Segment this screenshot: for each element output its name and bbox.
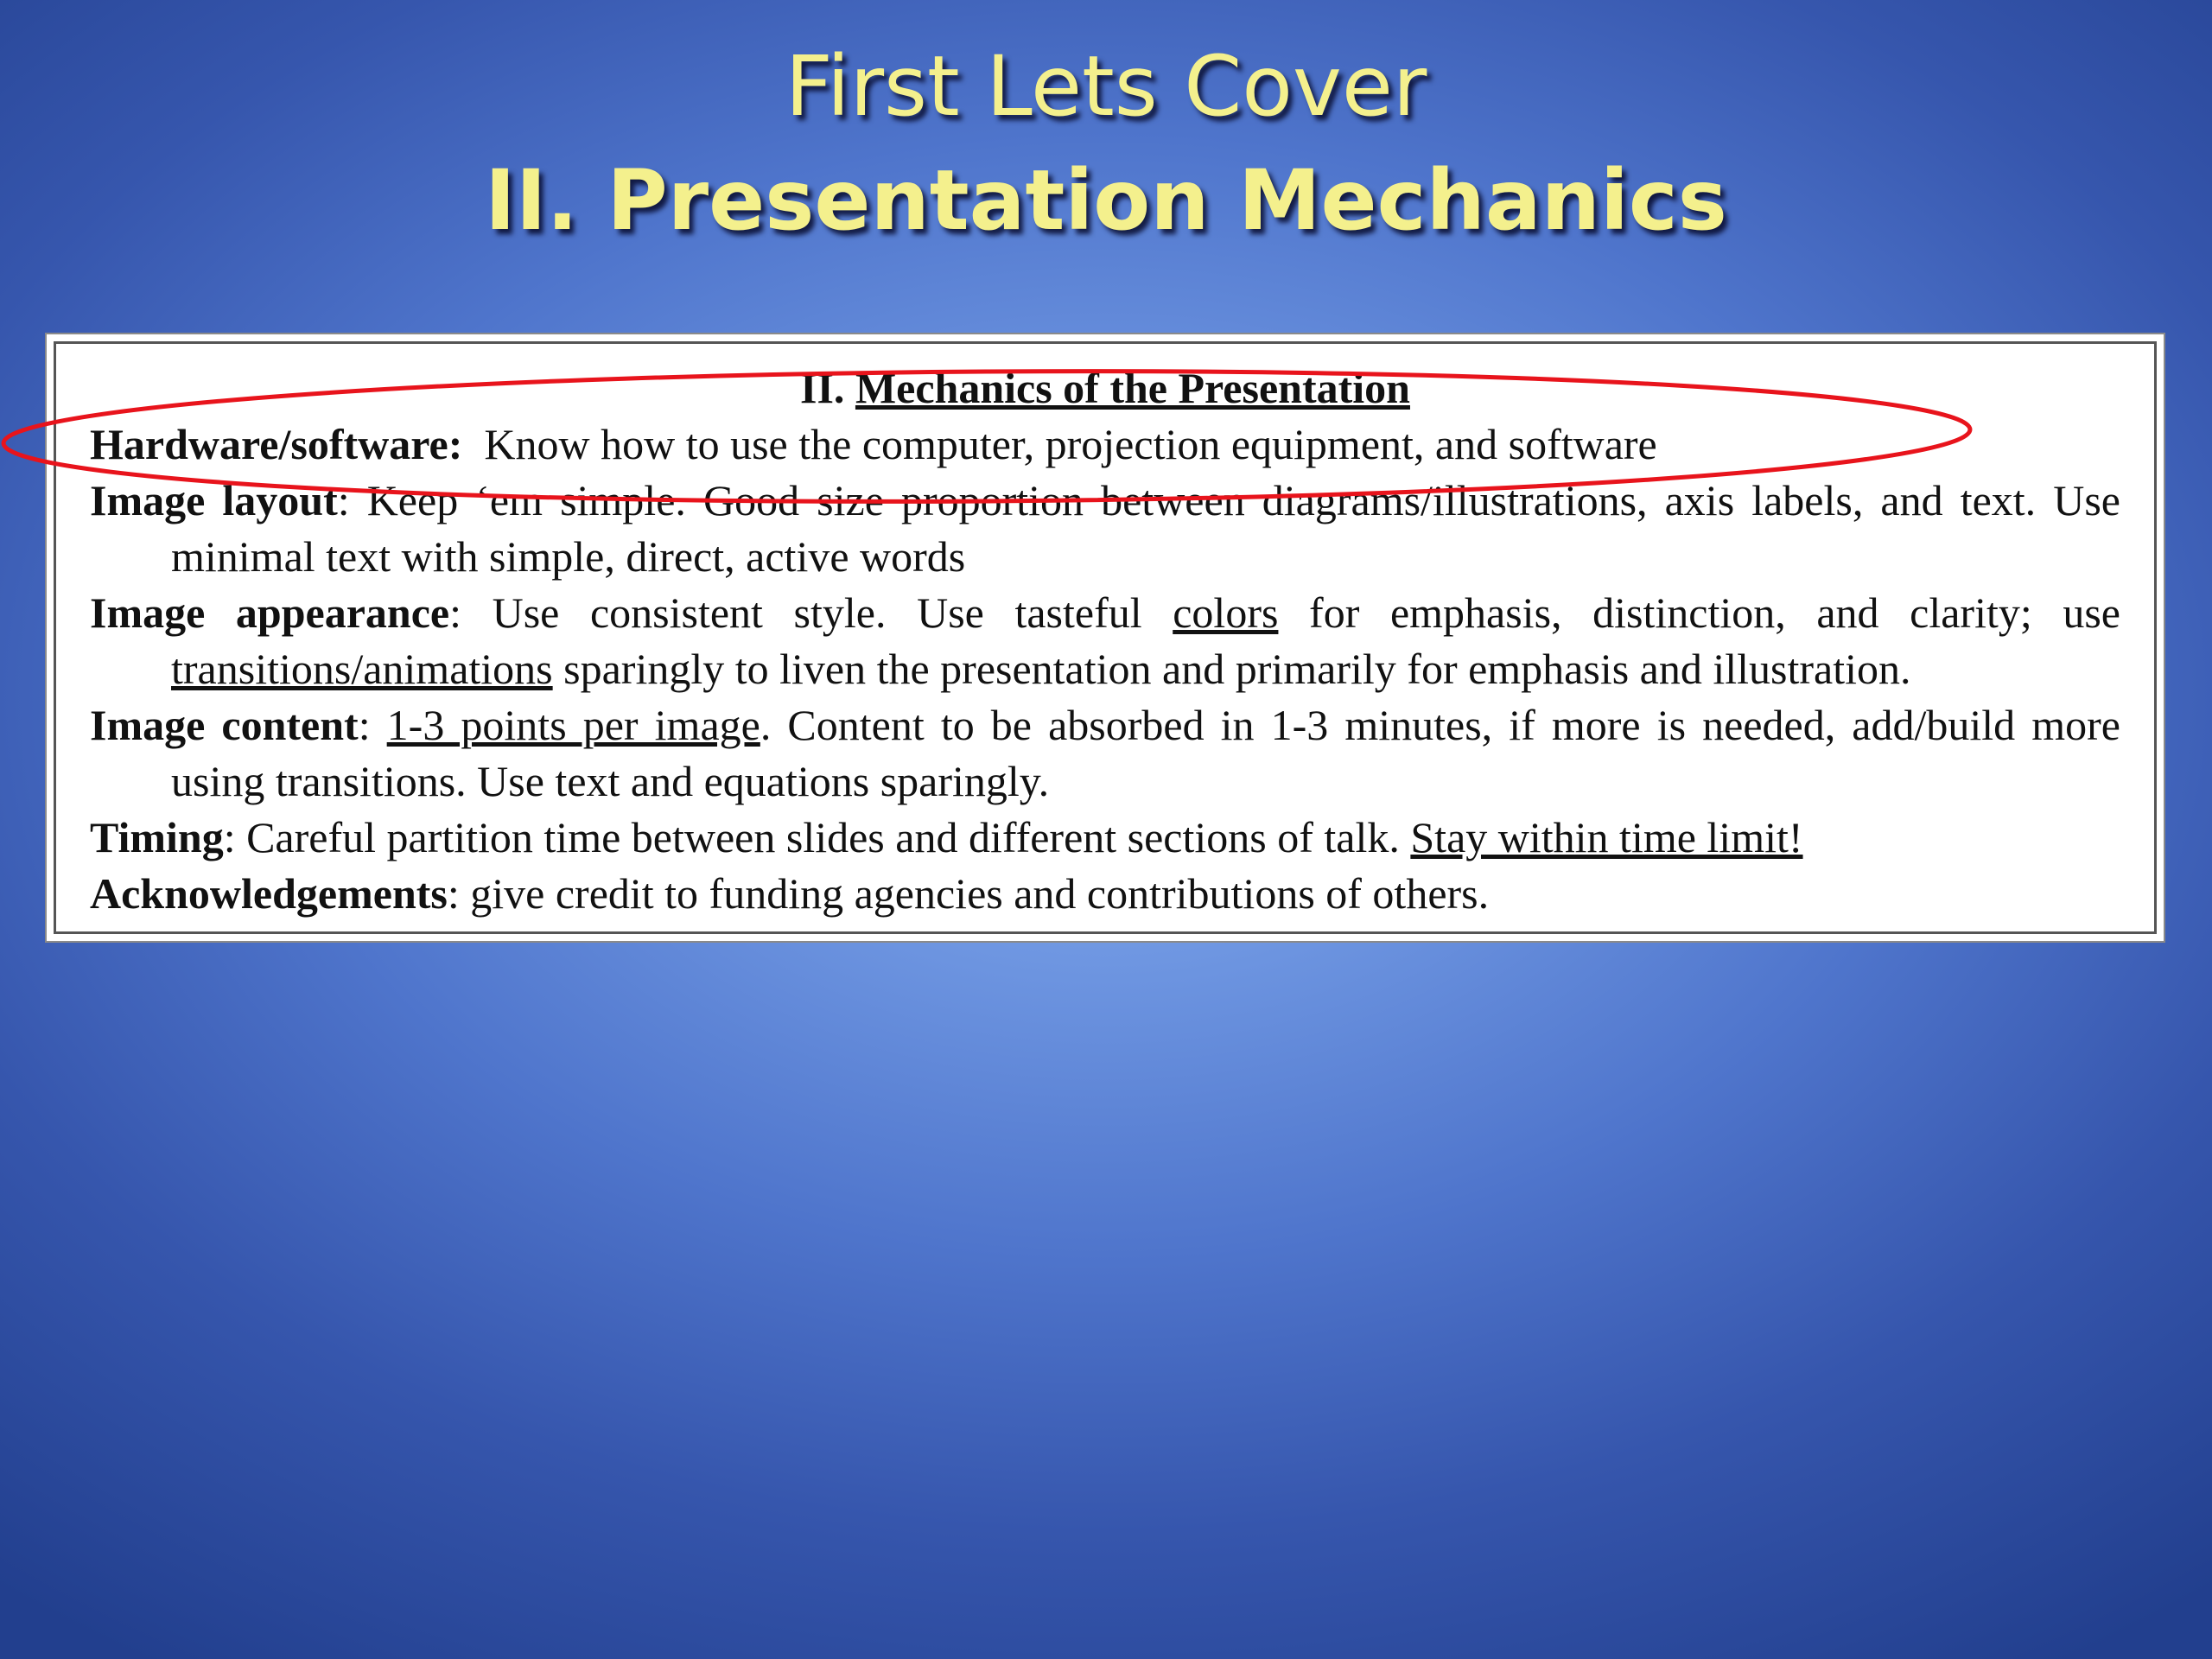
entry-underlined-text: Stay within time limit! (1410, 813, 1803, 861)
slide-title-line-2: II. Presentation Mechanics (485, 152, 1727, 249)
entry-underlined-text: colors (1173, 588, 1279, 637)
entry-text: : Keep ‘em simple. Good size proportion between diagrams/illustrations, axis labels, and text. Use minimal text with simple, direct, active words (171, 476, 2120, 581)
entry-text: Know how to use the computer, projection equipment, and software (484, 420, 1657, 468)
document-excerpt (45, 333, 2165, 943)
entry-term: Acknowledgements (90, 869, 448, 918)
entry-image-appearance (90, 585, 2120, 697)
entry-text: : Use consistent style. Use tasteful (449, 588, 1173, 637)
entry-acknowledgements (90, 866, 2120, 922)
entry-underlined-text: transitions/animations (171, 645, 553, 693)
document-heading (90, 360, 2120, 416)
entry-timing (90, 810, 2120, 866)
entry-image-content (90, 697, 2120, 810)
document-text (90, 360, 2120, 922)
document-heading-text: Mechanics of the Presentation (855, 364, 1410, 412)
entry-image-layout (90, 473, 2120, 585)
entry-term: Image appearance (90, 588, 450, 637)
entry-text: : give credit to funding agencies and contributions of others. (447, 869, 1490, 918)
entry-term: Image content (90, 701, 359, 749)
entry-text: : (358, 701, 387, 749)
entry-text: for emphasis, distinction, and clarity; use (1278, 588, 2121, 637)
entry-underlined-text: 1-3 points per image (386, 701, 760, 749)
entry-term: Image layout (90, 476, 338, 524)
entry-text: . Content to be absorbed in 1-3 minutes, if more is needed, add/build more using transitions. Use text and equations sparingly. (171, 701, 2120, 805)
entry-term: Timing (90, 813, 224, 861)
entry-term: Hardware/software: (90, 420, 463, 468)
document-heading-number: II. (800, 364, 845, 412)
entry-text: : Careful partition time between slides and different sections of talk. (223, 813, 1411, 861)
entry-hardware-software (90, 416, 2120, 473)
entry-text: sparingly to liven the presentation and primarily for emphasis and illustration. (552, 645, 1911, 693)
slide-title-line-1: First Lets Cover (785, 38, 1427, 135)
